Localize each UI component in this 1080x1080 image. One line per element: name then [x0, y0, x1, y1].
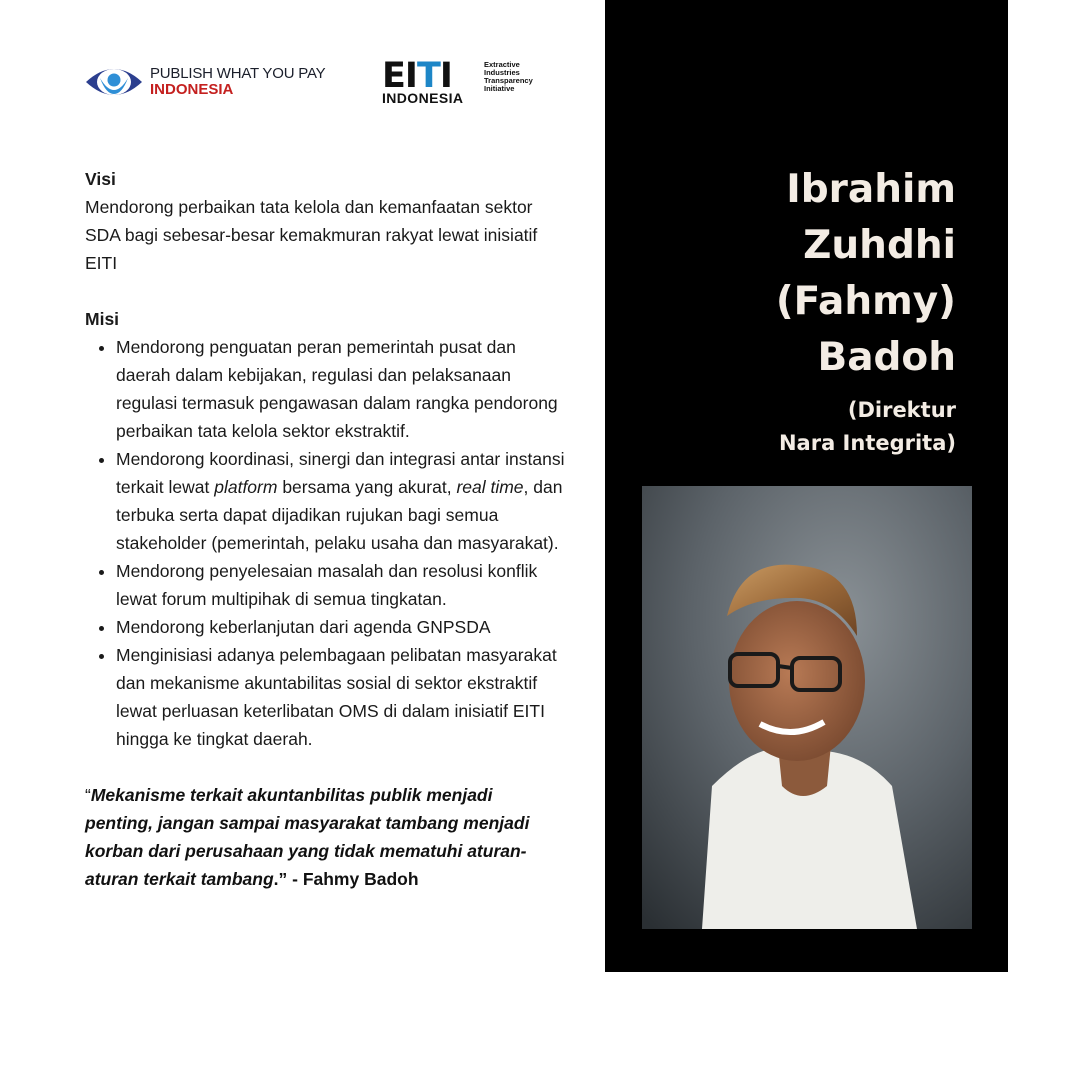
- profile-photo: [642, 486, 972, 929]
- misi-item: • Mendorong penguatan peran pemerintah pusat dan daerah dalam kebijakan, regulasi dan pelaksanaan regulasi termasuk pengawasan dalam rangka pendorong perbaikan tata kelola sektor ekstraktif.: [116, 333, 565, 445]
- visi-heading: Visi: [85, 169, 116, 189]
- quote-attribution: .” - Fahmy Badoh: [273, 869, 419, 889]
- pwyp-name: PUBLISH WHAT YOU PAY: [150, 65, 326, 82]
- logo-bar: [84, 58, 554, 108]
- pwyp-country: INDONESIA: [150, 81, 234, 98]
- eiti-subtitle: Extractive Industries Transparency Initiative: [484, 60, 533, 93]
- eiti-logo: [382, 58, 542, 108]
- pwyp-logo: [84, 62, 326, 102]
- pwyp-eye-icon: [84, 62, 144, 102]
- misi-item: • Mendorong penyelesaian masalah dan resolusi konflik lewat forum multipihak di semua tingkatan.: [116, 557, 565, 613]
- misi-item: • Mendorong koordinasi, sinergi dan integrasi antar instansi terkait lewat platform bersama yang akurat, real time, dan terbuka serta dapat dijadikan rujukan bagi semua stakeholder (pemerintah, pelaku usaha dan masyarakat).: [116, 445, 565, 557]
- eiti-wordmark: EITI: [382, 56, 452, 96]
- misi-item: • Mendorong keberlanjutan dari agenda GNPSDA: [116, 613, 565, 641]
- quote: “Mekanisme terkait akuntanbilitas publik menjadi penting, jangan sampai masyarakat tambang menjadi korban dari perusahaan yang tidak mematuhi aturan-aturan terkait tambang.” - Fahmy Badoh: [85, 785, 530, 889]
- quote-text: Mekanisme terkait akuntanbilitas publik menjadi penting, jangan sampai masyarakat tambang menjadi korban dari perusahaan yang tidak mematuhi aturan-aturan terkait tambang: [85, 785, 530, 889]
- visi-text: Mendorong perbaikan tata kelola dan kemanfaatan sektor SDA bagi sebesar-besar kemakmuran rakyat lewat inisiatif EITI: [85, 197, 538, 273]
- content-column: [85, 165, 565, 893]
- misi-list: [85, 333, 565, 753]
- profile-name: Ibrahim Zuhdhi (Fahmy) Badoh: [775, 167, 956, 380]
- misi-heading: Misi: [85, 309, 120, 329]
- profile-role: (Direktur Nara Integrita): [778, 398, 956, 455]
- eiti-country: INDONESIA: [382, 90, 464, 106]
- misi-item: • Menginisiasi adanya pelembagaan pelibatan masyarakat dan mekanisme akuntabilitas sosial di sektor ekstraktif lewat perluasan keterlibatan OMS di dalam inisiatif EITI hingga ke tingkat daerah.: [116, 641, 565, 753]
